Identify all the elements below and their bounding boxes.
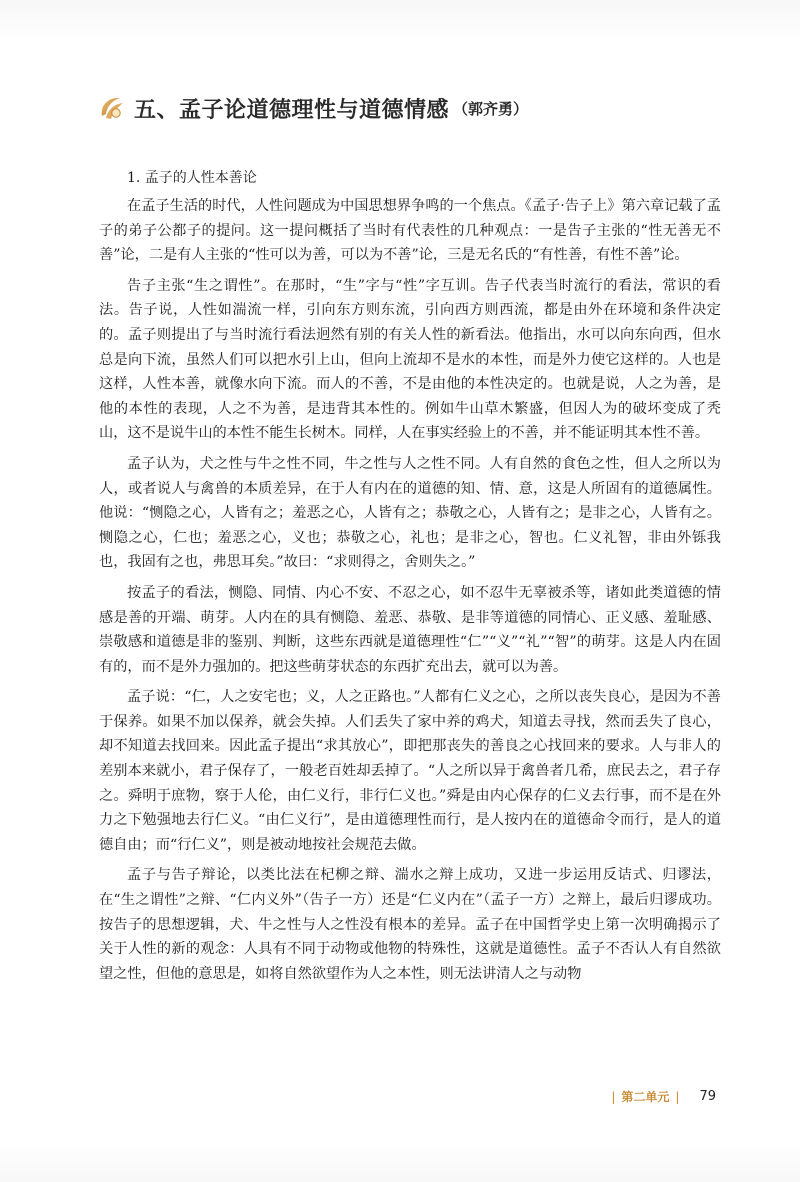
swirl-leaf-icon: [98, 94, 126, 122]
paragraph: 在孟子生活的时代，人性问题成为中国思想界争鸣的一个焦点。《孟子·告子上》第六章记载了孟子的弟子公都子的提问。这一提问概括了当时有代表性的几种观点：一是告子主张的“性无善无不善”论，二是有人主张的“性可以为善，可以为不善”论，三是无名氏的“有性善，有性不善”论。: [99, 198, 721, 264]
page-number: 79: [699, 1089, 716, 1104]
paragraph: 孟子说：“仁，人之安宅也；义，人之正路也。”人都有仁义之心，之所以丧失良心，是因为不善于保养。如果不加以保养，就会失掉。人们丢失了家中养的鸡犬，知道去寻找，然而丢失了良心，却不知道去找回来。因此孟子提出“求其放心”，即把那丧失的善良之心找回来的要求。人与非人的差别本来就小，君子保存了，一般老百姓却丢掉了。“人之所以异于禽兽者几希，庶民去之，君子存之。舜明于庶物，察于人伦，由仁义行，非行仁义也。”舜是由内心保存的仁义去行事，而不是在外力之下勉强地去行仁义。“由仁义行”，是由道德理性而行，是人按内在的道德命令而行，是人的道德自由；而“行仁义”，则是被动地按社会规范去做。: [99, 689, 721, 853]
paragraph: 孟子与告子辩论，以类比法在杞柳之辩、湍水之辩上成功，又进一步运用反诘式、归谬法，在“生之谓性”之辩、“仁内义外”（告子一方）还是“仁义内在”（孟子一方）之辩上，最后归谬成功。按告子的思想逻辑，犬、牛之性与人之性没有根本的差异。孟子在中国哲学史上第一次明确揭示了关于人性的新的观念：人具有不同于动物或他物的特殊性，这就是道德性。孟子不否认人有自然欲望之性，但他的意思是，如将自然欲望作为人之本性，则无法讲清人之与动物: [99, 867, 721, 982]
paragraph: 告子主张“生之谓性”。在那时，“生”字与“性”字互训。告子代表当时流行的看法，常识的看法。告子说，人性如湍流一样，引向东方则东流，引向西方则西流，都是由外在环境和条件决定的。孟子则提出了与当时流行看法迥然有别的有关人性的新看法。他指出，水可以向东向西，但水总是向下流，虽然人们可以把水引上山，但向上流却不是水的本性，而是外力使它这样的。人也是这样，人性本善，就像水向下流。而人的不善，不是由他的本性决定的。也就是说，人之为善，是他的本性的表现，人之不为善，是违背其本性的。例如牛山草木繁盛，但因人为的破坏变成了秃山，这不是说牛山的本性不能生长树木。同样，人在事实经验上的不善，并不能证明其本性不善。: [99, 277, 721, 442]
unit-label: 第二单元: [621, 1090, 670, 1104]
chapter-title: 五、孟子论道德理性与道德情感: [134, 97, 450, 123]
paragraph: 孟子认为，犬之性与牛之性不同，牛之性与人之性不同。人有自然的食色之性，但人之所以为人，或者说人与禽兽的本质差异，在于人有内在的道德的知、情、意，这是人所固有的道德属性。他说：“恻隐之心，人皆有之；羞恶之心，人皆有之；恭敬之心，人皆有之；是非之心，人皆有之。恻隐之心，仁也；羞恶之心，义也；恭敬之心，礼也；是非之心，智也。仁义礼智，非由外铄我也，我固有之也，弗思耳矣。”故曰：“求则得之，舍则失之。”: [99, 455, 721, 571]
footer-separator: |: [611, 1089, 616, 1104]
paragraph: 按孟子的看法，恻隐、同情、内心不安、不忍之心，如不忍牛无辜被杀等，诸如此类道德的情感是善的开端、萌芽。人内在的具有恻隐、羞恶、恭敬、是非等道德的同情心、正义感、羞耻感、崇敬感和道德是非的鉴别、判断，这些东西就是道德理性“仁”“义”“礼”“智”的萌芽。这是人内在固有的，而不是外力强加的。把这些萌芽状态的东西扩充出去，就可以为善。: [99, 584, 721, 675]
chapter-author: （郭齐勇）: [453, 99, 529, 118]
footer-separator: |: [675, 1089, 680, 1104]
body-text: [99, 168, 721, 992]
chapter-heading: [98, 88, 528, 128]
page-footer: [605, 1088, 716, 1105]
section-title: 1. 孟子的人性本善论: [127, 170, 257, 186]
